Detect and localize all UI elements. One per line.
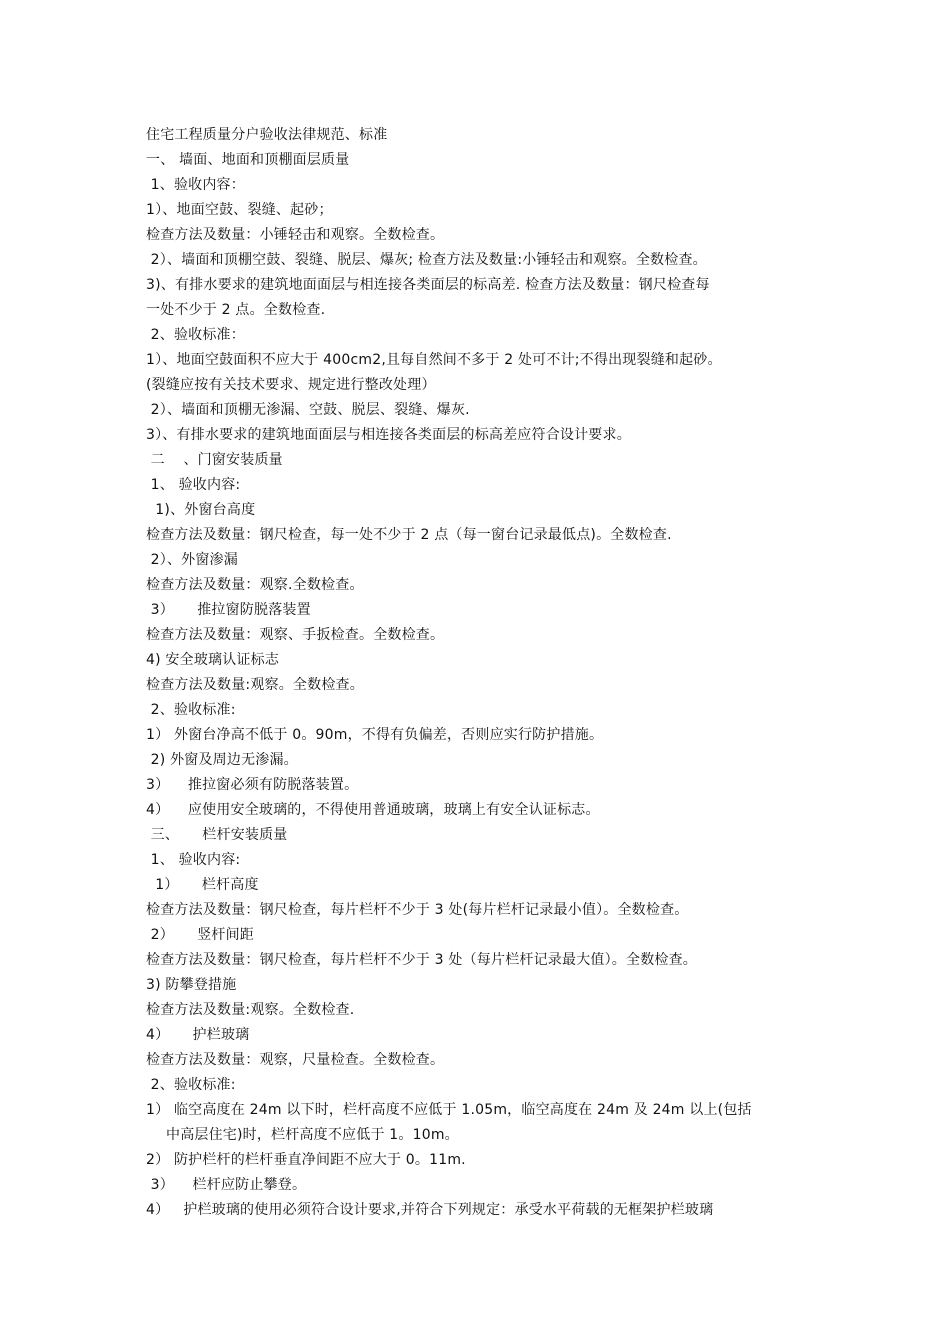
text-line: 检查方法及数量：观察，尺量检查。全数检查。 [146, 1052, 445, 1068]
text-line: 2）、外窗渗漏 [146, 552, 238, 568]
text-line: 3） 推拉窗必须有防脱落装置。 [146, 777, 359, 793]
text-line: 1） 临空高度在 24m 以下时，栏杆高度不应低于 1.05m，临空高度在 24m 及 24m 以上(包括 [146, 1102, 752, 1118]
text-line: 4） 应使用安全玻璃的，不得使用普通玻璃，玻璃上有安全认证标志。 [146, 802, 600, 818]
text-line: 2）、墙面和顶棚空鼓、裂缝、脱层、爆灰; 检查方法及数量:小锤轻击和观察。全数检查。 [146, 252, 707, 268]
text-line: 1） 栏杆高度 [146, 877, 259, 893]
text-line: 1）、地面空鼓、裂缝、起砂； [146, 202, 333, 218]
text-line: 中高层住宅)时，栏杆高度不应低于 1。10m。 [166, 1127, 459, 1143]
subheading: 1、 验收内容: [146, 852, 241, 868]
subheading: 2、验收标准: [146, 1077, 236, 1093]
text-line: 检查方法及数量：观察、手扳检查。全数检查。 [146, 627, 445, 643]
section-heading-2: 二 、门窗安装质量 [146, 452, 283, 468]
text-line: 3） 栏杆应防止攀登。 [146, 1177, 307, 1193]
text-line: 检查方法及数量：小锤轻击和观察。全数检查。 [146, 227, 445, 243]
text-line: 检查方法及数量：钢尺检查，每一处不少于 2 点（每一窗台记录最低点)。全数检查. [146, 527, 672, 543]
text-line: 4） 护栏玻璃 [146, 1027, 250, 1043]
text-line: 2） 防护栏杆的栏杆垂直净间距不应大于 0。11m. [146, 1152, 466, 1168]
text-line: 一处不少于 2 点。全数检查. [146, 302, 326, 318]
text-line: 4） 护栏玻璃的使用必须符合设计要求,并符合下列规定：承受水平荷载的无框架护栏玻璃 [146, 1202, 714, 1218]
text-line: 2）、墙面和顶棚无渗漏、空鼓、脱层、裂缝、爆灰. [146, 402, 470, 418]
text-line: 1)、外窗台高度 [146, 502, 256, 518]
text-line: 检查方法及数量：钢尺检查，每片栏杆不少于 3 处（每片栏杆记录最大值）。全数检查。 [146, 952, 698, 968]
text-line: 3） 推拉窗防脱落装置 [146, 602, 311, 618]
text-line: 1） 外窗台净高不低于 0。90m，不得有负偏差，否则应实行防护措施。 [146, 727, 604, 743]
subheading: 2、验收标准: [146, 702, 236, 718]
text-line: 检查方法及数量:观察。全数检查。 [146, 677, 364, 693]
subheading: 1、 验收内容: [146, 477, 241, 493]
text-line: 检查方法及数量:观察。全数检查. [146, 1002, 355, 1018]
text-line: 4) 安全玻璃认证标志 [146, 652, 280, 668]
subheading: 1、验收内容： [146, 177, 245, 193]
text-line: 2) 外窗及周边无渗漏。 [146, 752, 298, 768]
text-line: 3) 防攀登措施 [146, 977, 237, 993]
text-line: 2） 竖杆间距 [146, 927, 255, 943]
text-line: 3）、有排水要求的建筑地面面层与相连接各类面层的标高差应符合设计要求。 [146, 427, 631, 443]
subheading: 2、验收标准： [146, 327, 245, 343]
text-line: 检查方法及数量：钢尺检查，每片栏杆不少于 3 处(每片栏杆记录最小值）。全数检查。 [146, 902, 689, 918]
section-heading-3: 三、 栏杆安装质量 [146, 827, 288, 843]
text-line: 1）、地面空鼓面积不应大于 400cm2,且每自然间不多于 2 处可不计;不得出现裂缝和起砂。 [146, 352, 722, 368]
text-line: (裂缝应按有关技术要求、规定进行整改处理） [146, 377, 436, 393]
document-title: 住宅工程质量分户验收法律规范、标准 [146, 127, 388, 143]
section-heading-1: 一、 墙面、地面和顶棚面层质量 [146, 152, 350, 168]
text-line: 检查方法及数量：观察.全数检查。 [146, 577, 364, 593]
text-line: 3)、有排水要求的建筑地面面层与相连接各类面层的标高差. 检查方法及数量：钢尺检查每 [146, 277, 710, 293]
